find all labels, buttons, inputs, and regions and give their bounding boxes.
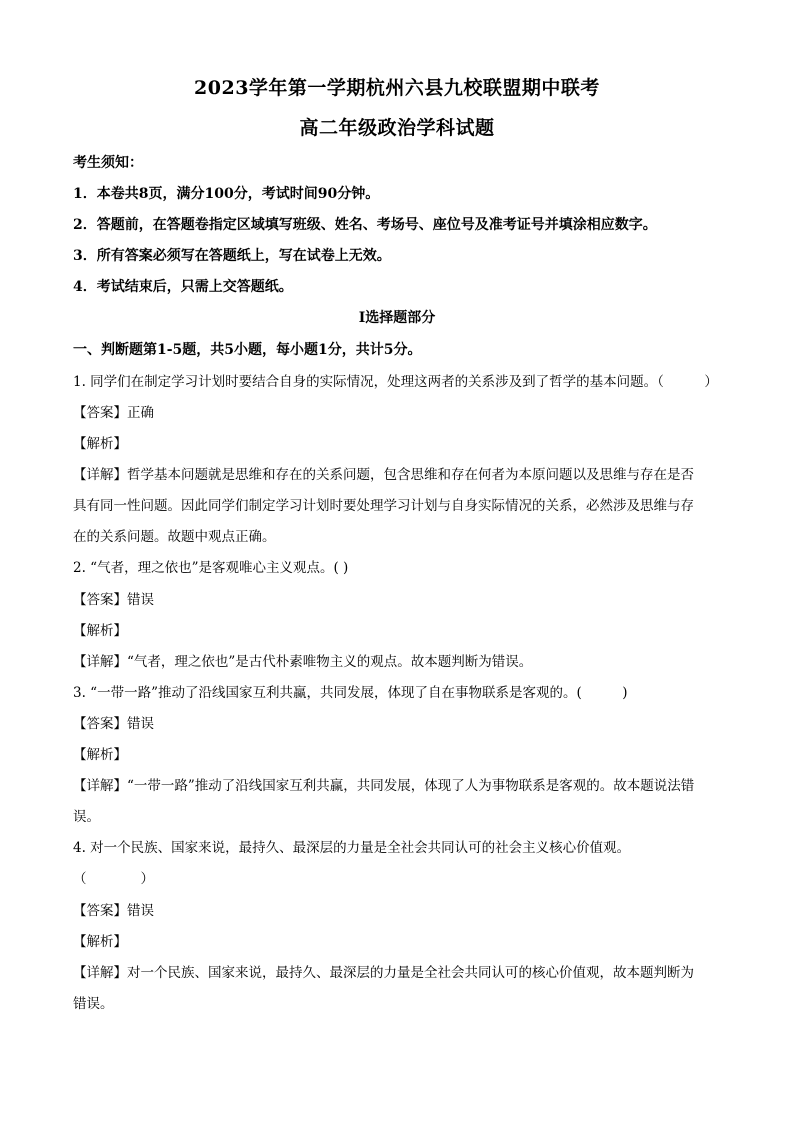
- detail-label: 【详解】: [73, 778, 127, 794]
- section-heading: 一、判断题第1-5题，共5小题，每小题1分，共计5分。: [73, 342, 422, 358]
- detail-line: [73, 463, 694, 483]
- analysis-label: 【解析】: [73, 436, 127, 452]
- detail-text: 错误。: [73, 996, 114, 1012]
- answer-label: 【答案】: [73, 903, 127, 919]
- answer-value: 错误: [127, 592, 154, 608]
- detail-text: “一带一路”推动了沿线国家互利共赢，共同发展，体现了人为事物联系是客观的。故本题说法错: [127, 778, 695, 794]
- detail-text: 误。: [73, 809, 100, 825]
- answer-line: [73, 401, 154, 421]
- answer-label: 【答案】: [73, 592, 127, 608]
- detail-line: [73, 774, 694, 794]
- detail-line: [73, 961, 694, 981]
- question-stem: 3. “一带一路”推动了沿线国家互利共赢，共同发展，体现了自在事物联系是客观的。( ): [73, 685, 628, 701]
- analysis-label: 【解析】: [73, 747, 127, 763]
- exam-title: 2023学年第一学期杭州六县九校联盟期中联考: [194, 77, 600, 99]
- answer-line: [73, 712, 154, 732]
- answer-line: [73, 588, 154, 608]
- detail-label: 【详解】: [73, 654, 127, 670]
- question-stem: 2. “气者，理之依也”是客观唯心主义观点。( ): [73, 560, 349, 576]
- analysis-label: 【解析】: [73, 934, 127, 950]
- detail-label: 【详解】: [73, 965, 127, 981]
- part-title: Ⅰ选择题部分: [358, 310, 436, 326]
- notice-item: 1．本卷共8页，满分100分，考试时间90分钟。: [73, 186, 380, 202]
- answer-value: 错误: [127, 903, 154, 919]
- exam-subtitle: 高二年级政治学科试题: [299, 117, 495, 139]
- answer-line: [73, 899, 154, 919]
- answer-value: 正确: [127, 405, 154, 421]
- answer-value: 错误: [127, 716, 154, 732]
- notice-item: 4．考试结束后，只需上交答题纸。: [73, 279, 293, 295]
- notice-item: 2．答题前，在答题卷指定区域填写班级、姓名、考场号、座位号及准考证号并填涂相应数字。: [73, 217, 657, 233]
- detail-text: 对一个民族、国家来说，最持久、最深层的力量是全社会共同认可的核心价值观，故本题判断为: [127, 965, 694, 981]
- question-stem: 1. 同学们在制定学习计划时要结合自身的实际情况，处理这两者的关系涉及到了哲学的基本问题。（ ）: [73, 374, 718, 390]
- detail-line: [73, 650, 532, 670]
- detail-text: 在的关系问题。故题中观点正确。: [73, 529, 276, 545]
- answer-label: 【答案】: [73, 405, 127, 421]
- detail-label: 【详解】: [73, 467, 127, 483]
- question-stem: 4. 对一个民族、国家来说，最持久、最深层的力量是全社会共同认可的社会主义核心价值观。: [73, 840, 631, 856]
- detail-text: 具有同一性问题。因此同学们制定学习计划时要处理学习计划与自身实际情况的关系，必然涉及思维与存: [73, 498, 694, 514]
- notice-heading: 考生须知：: [73, 155, 143, 171]
- question-stem-cont: （ ）: [73, 871, 154, 887]
- analysis-label: 【解析】: [73, 623, 127, 639]
- notice-item: 3．所有答案必须写在答题纸上，写在试卷上无效。: [73, 248, 391, 264]
- detail-text: 哲学基本问题就是思维和存在的关系问题，包含思维和存在何者为本原问题以及思维与存在是否: [127, 467, 694, 483]
- detail-text: “气者，理之依也”是古代朴素唯物主义的观点。故本题判断为错误。: [127, 654, 533, 670]
- answer-label: 【答案】: [73, 716, 127, 732]
